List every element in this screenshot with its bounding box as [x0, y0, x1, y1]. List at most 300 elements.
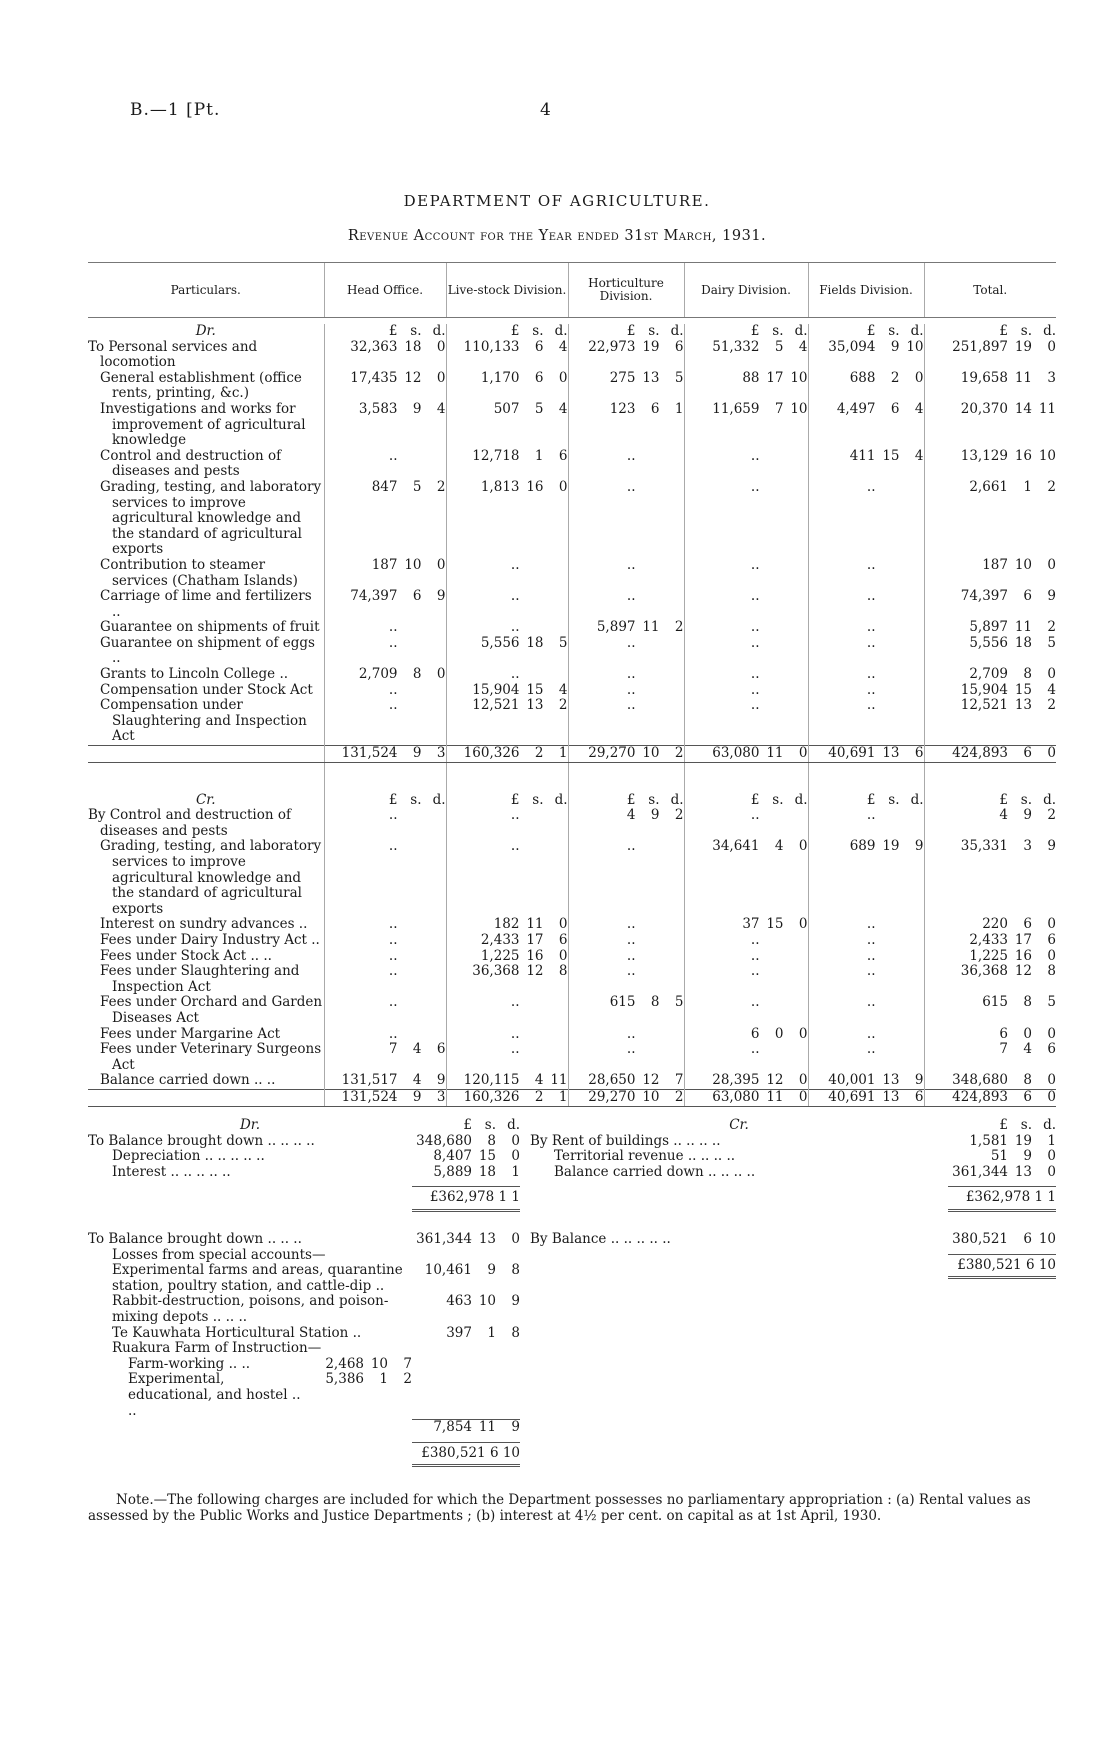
- pounds: ..: [388, 447, 398, 464]
- amount: [569, 746, 684, 762]
- amount: [447, 839, 568, 855]
- pounds: 51: [990, 1148, 1008, 1165]
- shillings: [760, 1042, 784, 1058]
- shillings: [398, 449, 422, 465]
- table-row: [88, 371, 1056, 402]
- pounds: 36,368: [472, 963, 520, 980]
- pence: [900, 558, 924, 574]
- amount: [925, 371, 1057, 387]
- pence: 3: [1047, 369, 1056, 386]
- table-cell: [568, 839, 684, 917]
- row-label: [88, 636, 324, 667]
- amount: [948, 1118, 1056, 1134]
- pence: [784, 964, 808, 980]
- pounds: ..: [750, 634, 760, 651]
- shillings: [876, 636, 900, 652]
- row-label-text: Contribution to steamer services (Chatham Islands): [100, 556, 298, 589]
- amount: [447, 995, 568, 1011]
- pence: d.: [554, 791, 568, 808]
- pounds: [412, 1372, 472, 1419]
- total-amount: £362,978 1 1: [948, 1186, 1056, 1212]
- row-label-text: General establishment (office rents, printing, &c.): [100, 369, 302, 402]
- pence: 6: [558, 447, 568, 464]
- pence: [660, 933, 684, 949]
- shillings: 9: [487, 1262, 496, 1279]
- shillings: 8: [487, 1132, 496, 1149]
- amount: [685, 683, 808, 699]
- account-label: Experimental, educational, and hostel .. ..: [128, 1371, 301, 1419]
- table-cell: [924, 839, 1056, 917]
- shillings: [636, 589, 660, 605]
- pounds: ..: [388, 619, 398, 636]
- column-header: Total.: [924, 263, 1056, 318]
- pounds: 110,133: [463, 338, 520, 355]
- amount: [325, 917, 446, 933]
- amount: [325, 808, 446, 824]
- page-number: 4: [540, 100, 551, 120]
- shillings: 2: [890, 369, 900, 386]
- shillings: 13: [882, 1088, 900, 1105]
- pence: [900, 917, 924, 933]
- account-label: [88, 1419, 412, 1436]
- pence: 2: [436, 478, 446, 495]
- amount: [809, 667, 924, 683]
- shillings: [398, 949, 422, 965]
- table-cell: [324, 667, 446, 683]
- table-cell: [684, 589, 808, 620]
- pounds: 28,395: [712, 1072, 760, 1089]
- total-row: [88, 1089, 1056, 1106]
- table-row: [88, 636, 1056, 667]
- amount: [925, 746, 1057, 762]
- table-cell: [446, 683, 568, 699]
- amount: [447, 449, 568, 465]
- pounds: 36,368: [960, 963, 1008, 980]
- table-row: [88, 667, 1056, 683]
- pounds: 74,397: [350, 588, 398, 605]
- pounds: £: [626, 791, 636, 808]
- table-cell: [808, 995, 924, 1026]
- amount: [569, 808, 684, 824]
- table-row: [88, 589, 1056, 620]
- pounds: £: [388, 323, 398, 339]
- amount: [809, 620, 924, 636]
- pence: [900, 698, 924, 714]
- shillings: 8: [412, 666, 422, 683]
- pence: 5: [558, 634, 568, 651]
- amount: [569, 1090, 684, 1106]
- shillings: 19: [1014, 338, 1032, 355]
- amount: [569, 371, 684, 387]
- account-label: To Balance brought down .. .. ..: [88, 1231, 302, 1247]
- amount: [925, 1027, 1057, 1043]
- table-cell: [446, 402, 568, 449]
- shillings: [636, 949, 660, 965]
- spacer-cell: [568, 762, 684, 793]
- amount: [447, 667, 568, 683]
- pounds: 17,435: [350, 369, 398, 386]
- amount: [447, 636, 568, 652]
- pounds: ..: [510, 1025, 520, 1042]
- account-label: Depreciation .. .. .. .. ..: [112, 1148, 265, 1165]
- table-cell: [924, 667, 1056, 683]
- amount: [412, 1248, 520, 1264]
- pence: 0: [798, 838, 808, 855]
- table-cell: [924, 620, 1056, 636]
- pence: 0: [436, 369, 446, 386]
- account-label: Territorial revenue .. .. .. ..: [554, 1148, 736, 1165]
- pence: 0: [1047, 666, 1056, 683]
- table-cell: [924, 1073, 1056, 1089]
- shillings: [760, 667, 784, 683]
- total-cell: [324, 746, 446, 763]
- pence: 0: [1047, 1025, 1056, 1042]
- account-side: [88, 1118, 520, 1212]
- amount: [569, 698, 684, 714]
- table-row: [88, 402, 1056, 449]
- amount: [447, 340, 568, 356]
- amount: [809, 949, 924, 965]
- shillings: [636, 917, 660, 933]
- pounds: 2,709: [969, 666, 1008, 683]
- pounds: ..: [866, 588, 876, 605]
- row-label-text: Fees under Veterinary Surgeons Act: [100, 1041, 322, 1073]
- pounds: 63,080: [712, 745, 760, 762]
- table-cell: [684, 480, 808, 558]
- shillings: 5: [534, 400, 544, 417]
- pence: [900, 667, 924, 683]
- table-cell: [324, 589, 446, 620]
- pence: [900, 1027, 924, 1043]
- total-amount: £362,978 1 1: [412, 1186, 520, 1212]
- row-label-text: Grants to Lincoln College ..: [100, 666, 289, 683]
- table-cell: [568, 964, 684, 995]
- amount: [925, 839, 1057, 855]
- row-label: [88, 402, 324, 449]
- amount: [569, 793, 684, 809]
- account-row: [88, 1326, 520, 1342]
- amount: [569, 340, 684, 356]
- units-cell: [684, 793, 808, 809]
- shillings: [636, 667, 660, 683]
- pence: 0: [436, 338, 446, 355]
- pence: [422, 995, 446, 1011]
- table-cell: [924, 402, 1056, 449]
- pounds: ..: [388, 994, 398, 1011]
- shillings: 13: [882, 1072, 900, 1089]
- shillings: [760, 636, 784, 652]
- pounds: 615: [609, 994, 636, 1011]
- pence: [660, 589, 684, 605]
- table-cell: [924, 964, 1056, 995]
- row-label-text: Grading, testing, and laboratory services to improve agricultural knowledge and the standard of agricultural exports: [100, 838, 322, 917]
- spacer-cell: [808, 762, 924, 793]
- pounds: 4: [626, 807, 636, 824]
- shillings: 6: [534, 338, 544, 355]
- pence: [900, 1042, 924, 1058]
- amount: [685, 589, 808, 605]
- table-cell: [684, 620, 808, 636]
- row-label: [88, 667, 324, 683]
- amount: [925, 1073, 1057, 1089]
- pounds: 1,170: [480, 369, 520, 386]
- shillings: 16: [526, 478, 544, 495]
- row-label: [88, 620, 324, 636]
- amount: [925, 636, 1057, 652]
- row-label-text: Interest on sundry advances ..: [100, 916, 308, 933]
- pounds: ..: [510, 1041, 520, 1058]
- pence: 4: [558, 681, 568, 698]
- shillings: [876, 917, 900, 933]
- shillings: [760, 683, 784, 699]
- account-row: [88, 1165, 520, 1181]
- shillings: [398, 1027, 422, 1043]
- amount: [312, 1372, 412, 1419]
- row-label-text: Guarantee on shipment of eggs ..: [100, 634, 315, 667]
- pence: [544, 620, 568, 636]
- pence: [422, 964, 446, 980]
- amount: [412, 1134, 520, 1150]
- shillings: s.: [772, 323, 784, 339]
- shillings: 13: [478, 1231, 496, 1247]
- total-label: [530, 1254, 948, 1280]
- pounds: 251,897: [952, 338, 1008, 355]
- shillings: [398, 839, 422, 855]
- amount: [925, 808, 1057, 824]
- pounds: 15,904: [472, 681, 520, 698]
- row-label: [88, 917, 324, 933]
- amount: [809, 933, 924, 949]
- pounds: 131,517: [341, 1072, 398, 1089]
- pence: 6: [914, 1088, 924, 1105]
- table-cell: [568, 558, 684, 589]
- table-cell: [446, 667, 568, 683]
- units-cell: [568, 793, 684, 809]
- amount: [685, 324, 808, 340]
- shillings: 8: [650, 994, 660, 1011]
- pence: 1: [511, 1163, 520, 1180]
- shillings: [760, 698, 784, 714]
- pence: 1: [1047, 1132, 1056, 1149]
- pence: 2: [403, 1371, 412, 1388]
- table-header-row: [88, 263, 1056, 318]
- pounds: ..: [750, 666, 760, 683]
- total-cell: [568, 746, 684, 763]
- shillings: [876, 620, 900, 636]
- amount: [925, 949, 1057, 965]
- table-cell: [446, 839, 568, 917]
- side-label: Cr.: [195, 791, 216, 808]
- amount: [325, 698, 446, 714]
- table-cell: [324, 933, 446, 949]
- pounds: ..: [750, 588, 760, 605]
- amount: [809, 480, 924, 496]
- pounds: 187: [371, 556, 398, 573]
- table-row: [88, 340, 1056, 371]
- amount: [925, 667, 1057, 683]
- table-cell: [924, 589, 1056, 620]
- pounds: 5,897: [596, 619, 636, 636]
- shillings: [760, 589, 784, 605]
- amount: [685, 949, 808, 965]
- amount: [569, 949, 684, 965]
- pounds: 10,461: [424, 1262, 472, 1279]
- table-cell: [568, 667, 684, 683]
- pence: 6: [674, 338, 684, 355]
- amount: [569, 683, 684, 699]
- column-header: Fields Division.: [808, 263, 924, 318]
- units-cell: [324, 324, 446, 340]
- pence: [660, 683, 684, 699]
- shillings: [760, 933, 784, 949]
- table-cell: [446, 636, 568, 667]
- pence: 0: [436, 556, 446, 573]
- pence: [900, 808, 924, 824]
- table-cell: [684, 1073, 808, 1089]
- table-cell: [808, 667, 924, 683]
- amount: [569, 667, 684, 683]
- pounds: [412, 1357, 472, 1373]
- table-cell: [446, 995, 568, 1026]
- shillings: 15: [1014, 681, 1032, 698]
- pounds: ..: [866, 666, 876, 683]
- shillings: 1: [534, 447, 544, 464]
- pence: [784, 995, 808, 1011]
- shillings: 5: [774, 338, 784, 355]
- pence: 0: [798, 745, 808, 762]
- amount: [925, 995, 1057, 1011]
- amount: [925, 793, 1057, 809]
- table-cell: [808, 480, 924, 558]
- pence: 8: [511, 1262, 520, 1279]
- pounds: 22,973: [588, 338, 636, 355]
- account-row: [530, 1149, 1056, 1165]
- shillings: 11: [526, 916, 544, 933]
- amount: [412, 1419, 520, 1436]
- table-cell: [568, 402, 684, 449]
- pence: 4: [798, 338, 808, 355]
- pence: [784, 1042, 808, 1058]
- amount: [325, 964, 446, 980]
- amount: [447, 746, 568, 762]
- pence: [660, 449, 684, 465]
- shillings: 4: [1023, 1041, 1032, 1058]
- pounds: ..: [388, 681, 398, 698]
- row-label: [88, 995, 324, 1026]
- table-cell: [684, 964, 808, 995]
- table-cell: [568, 808, 684, 839]
- amount: [569, 964, 684, 980]
- amount: [412, 1341, 520, 1357]
- pence: [544, 808, 568, 824]
- pounds: ..: [750, 697, 760, 714]
- amount: [312, 1357, 412, 1373]
- amount: [685, 667, 808, 683]
- shillings: 6: [1023, 1231, 1032, 1247]
- amount: [685, 917, 808, 933]
- shillings: 17: [766, 369, 784, 386]
- pence: d.: [1043, 323, 1056, 339]
- shillings: 15: [526, 681, 544, 698]
- table-cell: [568, 340, 684, 371]
- total-cell: [446, 1089, 568, 1106]
- account-label: Experimental farms and areas, quarantine station, poultry station, and cattle-dip ..: [112, 1262, 403, 1294]
- shillings: 1: [487, 1324, 496, 1341]
- pounds: 11,659: [712, 400, 760, 417]
- pounds: 15,904: [960, 681, 1008, 698]
- pence: [900, 480, 924, 496]
- pounds: £: [750, 791, 760, 808]
- table-cell: [446, 1027, 568, 1043]
- amount: [569, 480, 684, 496]
- column-header: Dairy Division.: [684, 263, 808, 318]
- table-cell: [568, 995, 684, 1026]
- pence: 2: [1047, 697, 1056, 714]
- table-row: [88, 698, 1056, 745]
- units-row: [88, 793, 1056, 809]
- total-label: [88, 746, 324, 763]
- account-side: [530, 1232, 1056, 1279]
- amount: [325, 667, 446, 683]
- amount: [685, 636, 808, 652]
- pounds: 507: [493, 400, 520, 417]
- pence: d.: [910, 791, 924, 808]
- pence: [422, 839, 446, 855]
- shillings: s.: [532, 323, 544, 339]
- total-amount: £380,521 6 10: [948, 1254, 1056, 1280]
- shillings: 17: [1014, 931, 1032, 948]
- pounds: £: [510, 323, 520, 339]
- pounds: 7,854: [433, 1419, 472, 1436]
- pence: [784, 480, 808, 496]
- shillings: 4: [412, 1072, 422, 1089]
- row-label-text: Balance carried down .. ..: [100, 1072, 276, 1089]
- shillings: 10: [404, 556, 422, 573]
- table-cell: [446, 917, 568, 933]
- shillings: [760, 558, 784, 574]
- table-cell: [324, 636, 446, 667]
- shillings: [760, 949, 784, 965]
- amount: [447, 949, 568, 965]
- amount: [685, 1090, 808, 1106]
- pounds: ..: [750, 994, 760, 1011]
- amount: [569, 1073, 684, 1089]
- pence: 0: [798, 1025, 808, 1042]
- pence: 8: [1047, 963, 1056, 980]
- pence: [784, 683, 808, 699]
- spacer-row: [88, 762, 1056, 793]
- account-row: [88, 1149, 520, 1165]
- row-label: [88, 964, 324, 995]
- total-cell: [446, 746, 568, 763]
- shillings: 11: [766, 1088, 784, 1105]
- shillings: 10: [642, 745, 660, 762]
- pence: [422, 698, 446, 714]
- shillings: 9: [890, 338, 900, 355]
- row-label-text: Fees under Stock Act .. ..: [100, 947, 272, 964]
- amount: [325, 620, 446, 636]
- pounds: ..: [866, 931, 876, 948]
- shillings: [398, 995, 422, 1011]
- pounds: 380,521: [952, 1231, 1008, 1247]
- shillings: s.: [648, 791, 660, 808]
- shillings: 11: [642, 619, 660, 636]
- amount: [325, 449, 446, 465]
- pence: [544, 1027, 568, 1043]
- pounds: 1,225: [480, 947, 520, 964]
- pence: 0: [511, 1132, 520, 1149]
- shillings: 10: [642, 1088, 660, 1105]
